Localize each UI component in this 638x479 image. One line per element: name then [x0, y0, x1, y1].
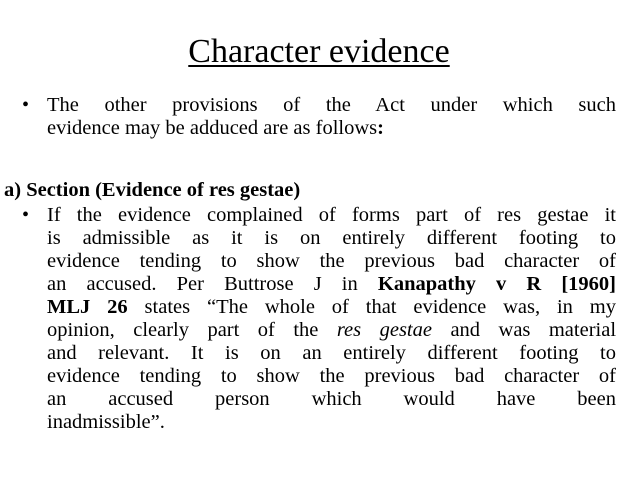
- res-gestae-line-3: evidence tending to show the previous bad character of: [47, 250, 616, 272]
- slide-title-text: Character evidence: [188, 33, 450, 70]
- res-gestae-line-6: [47, 319, 616, 342]
- bullet-provisions: [22, 94, 616, 140]
- res-gestae-line-2: is admissible as it is on entirely different footing to: [47, 227, 616, 249]
- res-gestae-line-9: an accused person which would have been: [47, 388, 616, 410]
- bullet-provisions-line-1: The other provisions of the Act under which such: [47, 94, 616, 116]
- bullet-provisions-text: [47, 94, 616, 140]
- res-gestae-line-8: evidence tending to show the previous bad character of: [47, 365, 616, 387]
- slide-title: [0, 32, 638, 72]
- case-citation-part-2: MLJ 26: [47, 296, 128, 318]
- bullet-provisions-line-2: [47, 117, 616, 140]
- bullet-marker: •: [22, 94, 30, 116]
- res-gestae-line-1: If the evidence complained of forms part of res gestae it: [47, 204, 616, 226]
- bullet-provisions-colon: :: [377, 117, 384, 139]
- section-heading: a) Section (Evidence of res gestae): [4, 179, 301, 201]
- res-gestae-line-5-post: states “The whole of that evidence was, in my: [144, 296, 617, 318]
- bullet-res-gestae: [22, 204, 616, 434]
- res-gestae-line-10: inadmissible”.: [47, 411, 165, 433]
- res-gestae-italic: res gestae: [336, 319, 432, 341]
- res-gestae-line-4: [47, 273, 616, 296]
- res-gestae-line-7: and relevant. It is on an entirely different footing to: [47, 342, 616, 364]
- res-gestae-line-6-post: and was material: [450, 319, 617, 341]
- bullet-provisions-line-2-text: evidence may be adduced are as follows: [47, 117, 378, 139]
- res-gestae-line-5: [47, 296, 616, 319]
- bullet-res-gestae-text: [47, 204, 616, 434]
- res-gestae-line-6-pre: opinion, clearly part of the: [47, 319, 319, 341]
- bullet-marker: •: [22, 204, 30, 226]
- res-gestae-line-4-pre: an accused. Per Buttrose J in: [47, 273, 358, 295]
- case-citation-part-1: Kanapathy v R [1960]: [377, 273, 617, 295]
